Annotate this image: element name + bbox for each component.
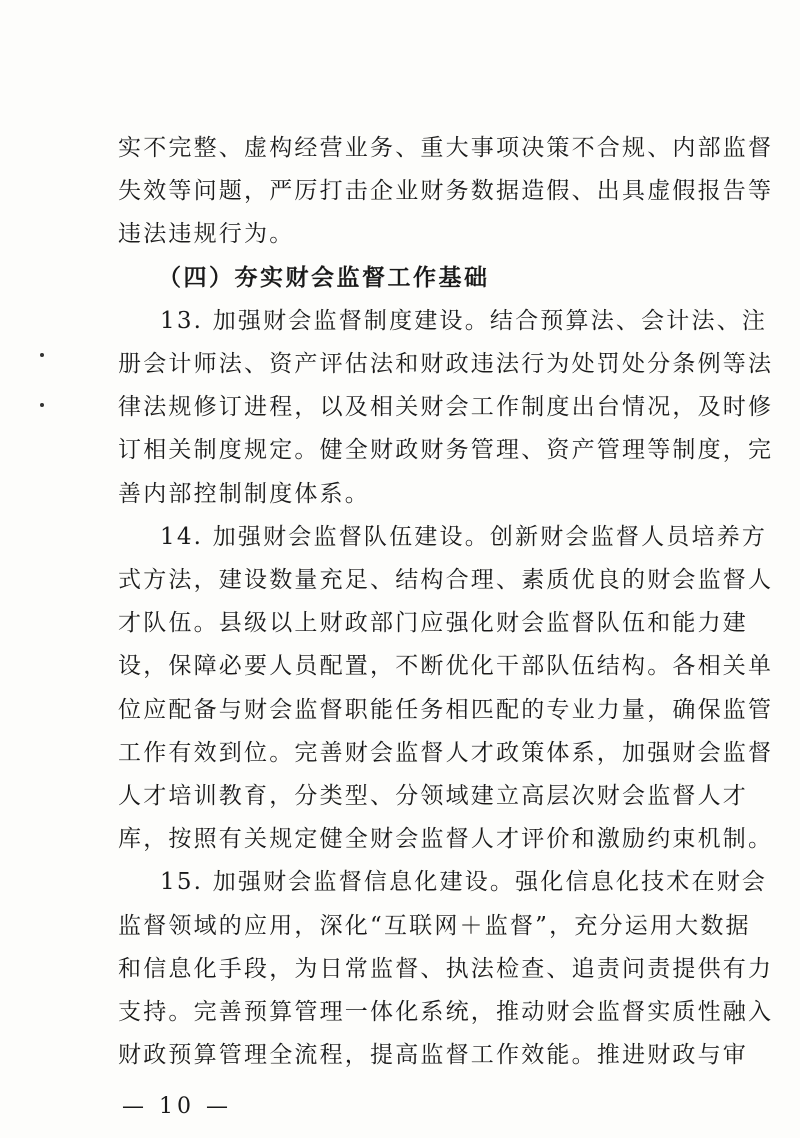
body-line: 监督领域的应用，深化“互联网＋监督”，充分运用大数据 [118,912,751,939]
body-line: 工作有效到位。完善财会监督人才政策体系，加强财会监督 [118,739,774,766]
body-line: 库，按照有关规定健全财会监督人才评价和激励约束机制。 [118,826,774,853]
body-line: 订相关制度规定。健全财政财务管理、资产管理等制度，完 [118,437,774,464]
body-line: 财政预算管理全流程，提高监督工作效能。推进财政与审 [118,1042,748,1068]
body-line: 实不完整、虚构经营业务、重大事项决策不合规、内部监督 [118,135,774,161]
body-line: 册会计师法、资产评估法和财政违法行为处罚处分条例等法 [118,351,774,377]
body-line: 律法规修订进程，以及相关财会工作制度出台情况，及时修 [118,394,774,421]
page-number: — 10 — [122,1094,232,1119]
body-line: 人才培训教育，分类型、分领域建立高层次财会监督人才 [118,783,748,809]
body-line: 设，保障必要人员配置，不断优化干部队伍结构。各相关单 [118,653,774,680]
paragraph-13-start: 13. 加强财会监督制度建设。结合预算法、会计法、注 [160,307,768,334]
paragraph-15-start: 15. 加强财会监督信息化建设。强化信息化技术在财会 [160,869,768,896]
body-line: 和信息化手段，为日常监督、执法检查、追责问责提供有力 [118,955,774,982]
body-line: 失效等问题，严厉打击企业财务数据造假、出具虚假报告等 [118,178,774,205]
body-line: 才队伍。县级以上财政部门应强化财会监督队伍和能力建 [118,610,748,637]
body-line: 式方法，建设数量充足、结构合理、素质优良的财会监督人 [118,567,774,593]
body-line: 善内部控制制度体系。 [118,480,370,507]
body-line: 位应配备与财会监督职能任务相匹配的专业力量，确保监管 [118,696,774,723]
body-line: 违法违规行为。 [118,221,295,248]
body-line: 支持。完善预算管理一体化系统，推动财会监督实质性融入 [118,999,774,1025]
scan-mark [40,353,44,357]
section-heading: （四）夯实财会监督工作基础 [158,264,490,291]
scan-mark [40,403,44,407]
paragraph-14-start: 14. 加强财会监督队伍建设。创新财会监督人员培养方 [160,523,768,550]
